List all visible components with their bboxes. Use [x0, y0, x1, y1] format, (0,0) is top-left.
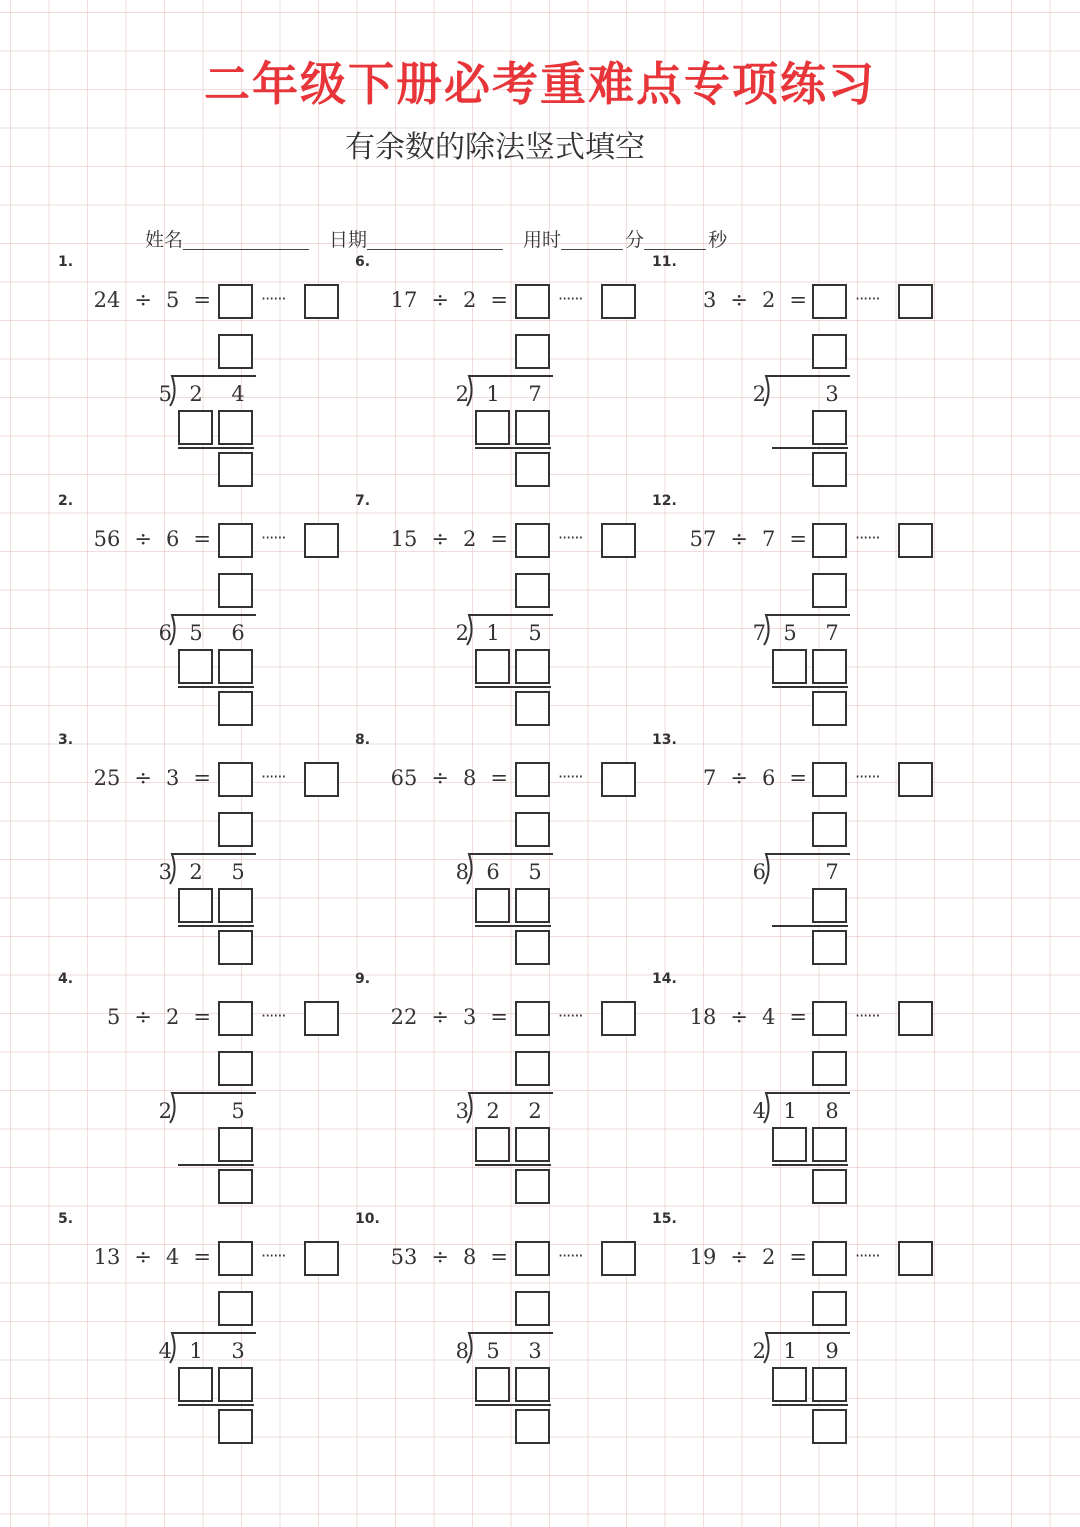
equals-sign: = [193, 1005, 211, 1029]
division-expression [373, 282, 508, 318]
product-tens-box[interactable] [475, 1127, 510, 1162]
remainder-answer-box[interactable] [304, 523, 339, 558]
worksheet-subtitle: 有余数的除法竖式填空 [345, 130, 645, 165]
product-ones-box[interactable] [515, 649, 550, 684]
vertical-divisor: 3 [158, 860, 172, 884]
dividend-ones-digit: 3 [825, 382, 839, 406]
remainder-dots: ······ [855, 289, 880, 308]
vertical-divisor: 4 [158, 1339, 172, 1363]
remainder-answer-box[interactable] [601, 523, 636, 558]
dividend-ones-digit: 5 [528, 860, 542, 884]
remainder-dots: ······ [855, 767, 880, 786]
dividend-ones-digit: 5 [528, 621, 542, 645]
remainder-answer-box[interactable] [601, 1001, 636, 1036]
problem-number: 2. [58, 493, 74, 509]
vertical-divisor: 4 [752, 1099, 766, 1123]
quotient-answer-box[interactable] [812, 1001, 847, 1036]
problem-number: 5. [58, 1211, 74, 1227]
vertical-remainder-box[interactable] [218, 1409, 253, 1444]
dividend-tens-digit: 5 [486, 1339, 500, 1363]
problem-8 [355, 732, 675, 972]
division-expression [672, 760, 807, 796]
vertical-divisor: 7 [752, 621, 766, 645]
equals-sign: = [490, 1005, 508, 1029]
subtraction-line [475, 1404, 551, 1406]
division-expression [373, 1239, 508, 1275]
product-tens-box[interactable] [475, 410, 510, 445]
equals-sign: = [789, 288, 807, 312]
subtraction-line [772, 447, 848, 449]
remainder-answer-box[interactable] [898, 523, 933, 558]
vertical-divisor: 2 [752, 382, 766, 406]
equals-sign: = [193, 527, 211, 551]
dividend-ones-digit: 5 [231, 1099, 245, 1123]
problem-4 [58, 971, 378, 1211]
vertical-remainder-box[interactable] [515, 452, 550, 487]
vertical-remainder-box[interactable] [812, 452, 847, 487]
division-expression [672, 1239, 807, 1275]
quotient-answer-box[interactable] [812, 762, 847, 797]
dividend-ones-digit: 6 [231, 621, 245, 645]
product-ones-box[interactable] [218, 888, 253, 923]
dividend: 18 [689, 1005, 717, 1029]
problem-number: 12. [652, 493, 677, 509]
vertical-divisor: 8 [455, 1339, 469, 1363]
dividend: 56 [93, 527, 121, 551]
divide-sign: ÷ [134, 1005, 153, 1029]
quotient-answer-box[interactable] [812, 1241, 847, 1276]
problem-7 [355, 493, 675, 733]
vertical-quotient-box[interactable] [218, 1051, 253, 1086]
remainder-dots: ······ [261, 1006, 286, 1025]
division-expression [373, 521, 508, 557]
dividend: 22 [390, 1005, 418, 1029]
student-info-row [145, 224, 727, 250]
subtraction-line [772, 1404, 848, 1406]
subtraction-line [475, 1164, 551, 1166]
vertical-remainder-box[interactable] [812, 930, 847, 965]
dividend-tens-digit: 2 [189, 860, 203, 884]
vertical-quotient-box[interactable] [218, 1291, 253, 1326]
vertical-divisor: 6 [752, 860, 766, 884]
vertical-remainder-box[interactable] [515, 691, 550, 726]
dividend-tens-digit: 5 [783, 621, 797, 645]
remainder-dots: ······ [558, 1246, 583, 1265]
problem-9 [355, 971, 675, 1211]
remainder-answer-box[interactable] [898, 762, 933, 797]
divisor-value: 2 [463, 527, 477, 551]
subtraction-line [475, 447, 551, 449]
problem-6 [355, 254, 675, 494]
dividend: 24 [93, 288, 121, 312]
equals-sign: = [193, 288, 211, 312]
division-expression [76, 999, 211, 1035]
dividend: 5 [107, 1005, 121, 1029]
remainder-dots: ······ [261, 767, 286, 786]
problem-number: 9. [355, 971, 371, 987]
subtraction-line [178, 1404, 254, 1406]
equals-sign: = [789, 766, 807, 790]
equals-sign: = [490, 766, 508, 790]
division-expression [76, 1239, 211, 1275]
dividend-tens-digit: 5 [189, 621, 203, 645]
product-ones-box[interactable] [218, 410, 253, 445]
vertical-remainder-box[interactable] [218, 691, 253, 726]
problem-11 [652, 254, 972, 494]
divide-sign: ÷ [730, 1005, 749, 1029]
subtraction-line [772, 925, 848, 927]
divisor-value: 3 [463, 1005, 477, 1029]
dividend: 53 [390, 1245, 418, 1269]
division-expression [672, 282, 807, 318]
vertical-remainder-box[interactable] [515, 930, 550, 965]
equals-sign: = [789, 527, 807, 551]
quotient-answer-box[interactable] [218, 762, 253, 797]
vertical-divisor: 2 [158, 1099, 172, 1123]
dividend: 25 [93, 766, 121, 790]
divide-sign: ÷ [730, 766, 749, 790]
product-tens-box[interactable] [772, 1127, 807, 1162]
divide-sign: ÷ [431, 1005, 450, 1029]
remainder-dots: ······ [261, 289, 286, 308]
product-tens-box[interactable] [178, 1367, 213, 1402]
problem-3 [58, 732, 378, 972]
divisor-value: 5 [166, 288, 180, 312]
product-tens-box[interactable] [772, 1367, 807, 1402]
vertical-quotient-box[interactable] [218, 812, 253, 847]
dividend: 17 [390, 288, 418, 312]
dividend-ones-digit: 5 [231, 860, 245, 884]
problem-10 [355, 1211, 675, 1451]
divide-sign: ÷ [730, 527, 749, 551]
dividend: 19 [689, 1245, 717, 1269]
vertical-quotient-box[interactable] [515, 812, 550, 847]
quotient-answer-box[interactable] [812, 523, 847, 558]
product-tens-box[interactable] [178, 888, 213, 923]
remainder-answer-box[interactable] [304, 1241, 339, 1276]
product-ones-box[interactable] [218, 1367, 253, 1402]
product-tens-box[interactable] [475, 888, 510, 923]
remainder-dots: ······ [261, 528, 286, 547]
vertical-remainder-box[interactable] [812, 1409, 847, 1444]
divide-sign: ÷ [431, 527, 450, 551]
division-expression [672, 521, 807, 557]
vertical-quotient-box[interactable] [812, 1051, 847, 1086]
seconds-label: 秒 [708, 229, 728, 251]
equals-sign: = [490, 1245, 508, 1269]
divide-sign: ÷ [730, 1245, 749, 1269]
dividend: 7 [703, 766, 717, 790]
remainder-answer-box[interactable] [304, 1001, 339, 1036]
vertical-divisor: 2 [455, 621, 469, 645]
vertical-quotient-box[interactable] [218, 334, 253, 369]
divide-sign: ÷ [134, 288, 153, 312]
equals-sign: = [193, 766, 211, 790]
vertical-quotient-box[interactable] [515, 1051, 550, 1086]
dividend: 3 [703, 288, 717, 312]
subtraction-line [772, 1164, 848, 1166]
time-label: 用时 [523, 229, 562, 251]
problem-number: 10. [355, 1211, 380, 1227]
product-ones-box[interactable] [218, 649, 253, 684]
remainder-answer-box[interactable] [601, 762, 636, 797]
quotient-answer-box[interactable] [515, 762, 550, 797]
dividend-ones-digit: 9 [825, 1339, 839, 1363]
divide-sign: ÷ [431, 766, 450, 790]
equals-sign: = [789, 1005, 807, 1029]
quotient-answer-box[interactable] [515, 1241, 550, 1276]
vertical-remainder-box[interactable] [218, 452, 253, 487]
quotient-answer-box[interactable] [218, 1001, 253, 1036]
remainder-answer-box[interactable] [898, 1001, 933, 1036]
vertical-quotient-box[interactable] [515, 573, 550, 608]
vertical-remainder-box[interactable] [515, 1409, 550, 1444]
vertical-quotient-box[interactable] [812, 812, 847, 847]
division-expression [76, 760, 211, 796]
divisor-value: 2 [463, 288, 477, 312]
remainder-dots: ······ [558, 1006, 583, 1025]
subtraction-line [178, 686, 254, 688]
date-label: 日期 [329, 229, 368, 251]
dividend-tens-digit: 1 [486, 382, 500, 406]
dividend-ones-digit: 3 [528, 1339, 542, 1363]
quotient-answer-box[interactable] [218, 1241, 253, 1276]
dividend: 13 [93, 1245, 121, 1269]
vertical-divisor: 6 [158, 621, 172, 645]
division-expression [76, 282, 211, 318]
problem-number: 15. [652, 1211, 677, 1227]
problem-number: 8. [355, 732, 371, 748]
dividend-tens-digit: 1 [783, 1099, 797, 1123]
product-tens-box[interactable] [475, 649, 510, 684]
product-ones-box[interactable] [812, 410, 847, 445]
dividend-ones-digit: 3 [231, 1339, 245, 1363]
name-label: 姓名 [145, 229, 184, 251]
divide-sign: ÷ [431, 288, 450, 312]
remainder-dots: ······ [558, 528, 583, 547]
vertical-quotient-box[interactable] [812, 573, 847, 608]
product-tens-box[interactable] [178, 410, 213, 445]
equals-sign: = [490, 527, 508, 551]
problem-5 [58, 1211, 378, 1451]
product-ones-box[interactable] [515, 1127, 550, 1162]
divisor-value: 6 [166, 527, 180, 551]
product-ones-box[interactable] [812, 1127, 847, 1162]
problem-14 [652, 971, 972, 1211]
divide-sign: ÷ [730, 288, 749, 312]
minutes-blank[interactable] [561, 229, 623, 250]
divisor-value: 3 [166, 766, 180, 790]
vertical-quotient-box[interactable] [515, 1291, 550, 1326]
problem-number: 14. [652, 971, 677, 987]
vertical-quotient-box[interactable] [218, 573, 253, 608]
remainder-dots: ······ [558, 289, 583, 308]
divisor-value: 7 [762, 527, 776, 551]
remainder-dots: ······ [855, 528, 880, 547]
product-tens-box[interactable] [178, 649, 213, 684]
vertical-remainder-box[interactable] [218, 1169, 253, 1204]
subtraction-line [772, 686, 848, 688]
divide-sign: ÷ [134, 527, 153, 551]
problem-13 [652, 732, 972, 972]
problem-number: 11. [652, 254, 677, 270]
division-expression [373, 999, 508, 1035]
dividend-ones-digit: 2 [528, 1099, 542, 1123]
product-tens-box[interactable] [772, 649, 807, 684]
product-tens-box[interactable] [475, 1367, 510, 1402]
remainder-dots: ······ [855, 1006, 880, 1025]
equals-sign: = [490, 288, 508, 312]
dividend-tens-digit: 1 [783, 1339, 797, 1363]
problem-15 [652, 1211, 972, 1451]
divisor-value: 6 [762, 766, 776, 790]
remainder-dots: ······ [855, 1246, 880, 1265]
dividend-tens-digit: 2 [486, 1099, 500, 1123]
remainder-dots: ······ [261, 1246, 286, 1265]
product-ones-box[interactable] [812, 888, 847, 923]
equals-sign: = [789, 1245, 807, 1269]
name-blank[interactable] [183, 229, 309, 250]
equals-sign: = [193, 1245, 211, 1269]
quotient-answer-box[interactable] [218, 523, 253, 558]
subtraction-line [475, 686, 551, 688]
remainder-answer-box[interactable] [601, 1241, 636, 1276]
vertical-divisor: 2 [752, 1339, 766, 1363]
divisor-value: 8 [463, 1245, 477, 1269]
product-ones-box[interactable] [218, 1127, 253, 1162]
vertical-divisor: 2 [455, 382, 469, 406]
dividend: 57 [689, 527, 717, 551]
remainder-answer-box[interactable] [304, 284, 339, 319]
problem-12 [652, 493, 972, 733]
dividend-ones-digit: 4 [231, 382, 245, 406]
product-ones-box[interactable] [515, 1367, 550, 1402]
divisor-value: 4 [166, 1245, 180, 1269]
product-ones-box[interactable] [515, 888, 550, 923]
problem-number: 7. [355, 493, 371, 509]
remainder-answer-box[interactable] [304, 762, 339, 797]
product-ones-box[interactable] [812, 1367, 847, 1402]
problem-2 [58, 493, 378, 733]
vertical-divisor: 3 [455, 1099, 469, 1123]
dividend-tens-digit: 1 [486, 621, 500, 645]
vertical-quotient-box[interactable] [812, 1291, 847, 1326]
dividend-ones-digit: 7 [528, 382, 542, 406]
subtraction-line [178, 447, 254, 449]
vertical-remainder-box[interactable] [812, 691, 847, 726]
quotient-answer-box[interactable] [515, 1001, 550, 1036]
minutes-label: 分 [625, 229, 645, 251]
vertical-remainder-box[interactable] [218, 930, 253, 965]
quotient-answer-box[interactable] [515, 523, 550, 558]
dividend: 15 [390, 527, 418, 551]
problem-1 [58, 254, 378, 494]
problem-number: 13. [652, 732, 677, 748]
remainder-dots: ······ [558, 767, 583, 786]
remainder-answer-box[interactable] [601, 284, 636, 319]
problem-number: 4. [58, 971, 74, 987]
vertical-quotient-box[interactable] [515, 334, 550, 369]
divide-sign: ÷ [134, 1245, 153, 1269]
dividend-tens-digit: 2 [189, 382, 203, 406]
dividend-ones-digit: 8 [825, 1099, 839, 1123]
remainder-answer-box[interactable] [898, 284, 933, 319]
quotient-answer-box[interactable] [218, 284, 253, 319]
subtraction-line [178, 1164, 254, 1166]
quotient-answer-box[interactable] [515, 284, 550, 319]
divisor-value: 2 [762, 288, 776, 312]
worksheet-title: 二年级下册必考重难点专项练习 [204, 57, 876, 111]
divisor-value: 8 [463, 766, 477, 790]
dividend: 65 [390, 766, 418, 790]
subtraction-line [178, 925, 254, 927]
vertical-quotient-box[interactable] [812, 334, 847, 369]
vertical-divisor: 5 [158, 382, 172, 406]
subtraction-line [475, 925, 551, 927]
problem-number: 1. [58, 254, 74, 270]
quotient-answer-box[interactable] [812, 284, 847, 319]
divide-sign: ÷ [134, 766, 153, 790]
problem-number: 6. [355, 254, 371, 270]
date-blank[interactable] [367, 229, 503, 250]
problem-number: 3. [58, 732, 74, 748]
divisor-value: 4 [762, 1005, 776, 1029]
divisor-value: 2 [166, 1005, 180, 1029]
divisor-value: 2 [762, 1245, 776, 1269]
division-expression [76, 521, 211, 557]
remainder-answer-box[interactable] [898, 1241, 933, 1276]
dividend-ones-digit: 7 [825, 621, 839, 645]
product-ones-box[interactable] [812, 649, 847, 684]
dividend-tens-digit: 6 [486, 860, 500, 884]
dividend-ones-digit: 7 [825, 860, 839, 884]
product-ones-box[interactable] [515, 410, 550, 445]
vertical-remainder-box[interactable] [812, 1169, 847, 1204]
vertical-remainder-box[interactable] [515, 1169, 550, 1204]
division-expression [672, 999, 807, 1035]
dividend-tens-digit: 1 [189, 1339, 203, 1363]
vertical-divisor: 8 [455, 860, 469, 884]
division-expression [373, 760, 508, 796]
divide-sign: ÷ [431, 1245, 450, 1269]
seconds-blank[interactable] [644, 229, 706, 250]
